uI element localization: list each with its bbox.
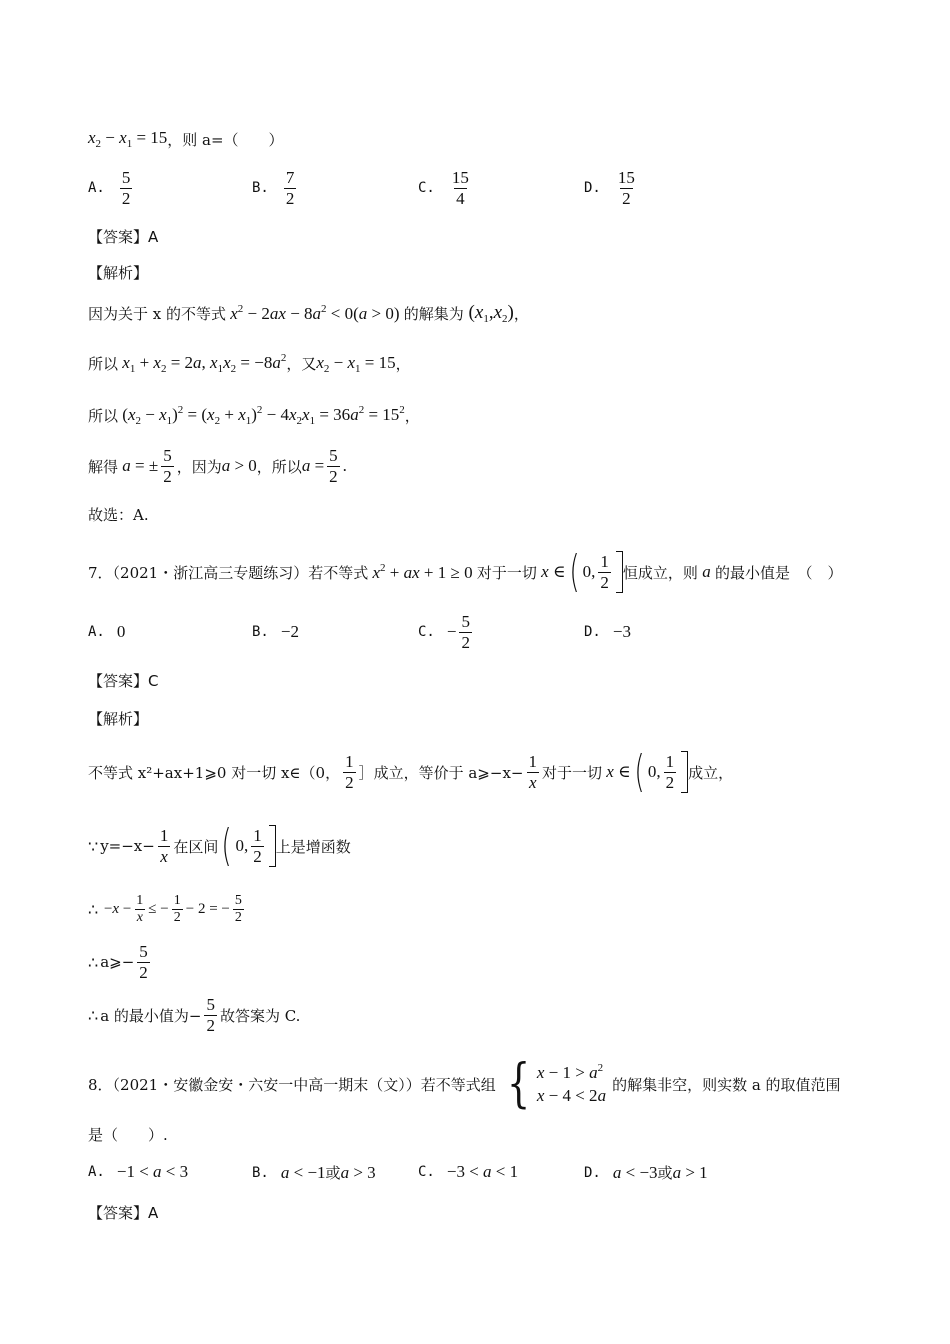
p8-answer: 【答案】A: [88, 1204, 159, 1222]
p7-analysis-line-5: ∴ a 的最小值为− $\frac{5}{2}$ 故答案为 C.: [88, 995, 301, 1035]
p6-stem-tail-text: ，则 a=（ ）: [167, 130, 284, 149]
p6-option-d: D. $\frac{15}{2}$: [584, 168, 635, 208]
p8-option-c: C. −3 < a < 1: [418, 1162, 519, 1181]
p8-option-a: A. −1 < a < 3: [88, 1162, 189, 1181]
p7-analysis-line-3: ∴ −x − $\frac{1}{x}$ ≤ − $\frac{1}{2}$ − 2 = − $\frac{5}{2}$: [88, 893, 242, 926]
p6-analysis-line-2: 所以 $x_1 + x_2 = 2a$, $x_1x_2 = -8a^2$ ，又 $x_2 - x_1 = 15$ ，: [88, 352, 411, 375]
p8-stem-line-2: 是（ ）.: [88, 1126, 168, 1144]
p6-conclusion: 故选：A.: [88, 506, 149, 524]
p7-stem: 7．（2021・浙江高三专题练习）若不等式 $x^2$ + ax + 1 ≥ 0 对于一切 x ∈ ( 0, $\frac{1}{2}$ 恒成立，则 a 的最小值是 （ ）: [88, 546, 843, 597]
p6-option-a: A. $\frac{5}{2}$: [88, 168, 131, 208]
p6-analysis-line-4: 解得 a = ± $\frac{5}{2}$ ，因为 a > 0 ，所以 a = $\frac{5}{2}$ .: [88, 446, 347, 486]
p8-stem: 8．（2021・安徽金安・六安一中高一期末（文））若不等式组 { $x - 1 > a^2$ x − 4 < 2a 的解集非空，则实数 a 的取值范围: [88, 1054, 841, 1114]
p6-option-b: B. $\frac{7}{2}$: [252, 168, 295, 208]
p6-analysis-line-1: 因为关于 x 的不等式 $x^2 - 2ax - 8a^2 < 0(a > 0)$ 的解集为 $(x_1,x_2)$ ，: [88, 302, 529, 325]
p7-option-b: B. −2: [252, 622, 299, 641]
p7-option-c: C. − $\frac{5}{2}$: [418, 612, 470, 652]
p7-analysis-line-1: 不等式 x²+ax+1⩾0 对一切 x∈（0， $\frac{1}{2}$ ］成立，等价于 a⩾−x− $\frac{1}{x}$ 对于一切 x ∈ ( 0, $\frac{1}{2}$ 成立，: [88, 746, 734, 797]
p6-option-c: C. $\frac{15}{4}$: [418, 168, 469, 208]
p8-option-b: B. a < −1 或 a > 3: [252, 1162, 376, 1182]
p7-option-a: A. 0: [88, 622, 126, 641]
p6-answer: 【答案】A: [88, 228, 159, 246]
p8-system: { $x - 1 > a^2$ x − 4 < 2a: [506, 1054, 607, 1114]
p7-analysis-heading: 【解析】: [88, 710, 149, 728]
p8-option-d: D. a < −3 或 a > 1: [584, 1162, 708, 1182]
p6-stem-tail: $x_2 - x_1 = 15$ ，则 a=（ ）: [88, 128, 284, 150]
p7-option-d: D. −3: [584, 622, 631, 641]
p6-analysis-line-3: 所以 $(x_2 - x_1)^2 = (x_2 + x_1)^2 - 4x_2x_1 = 36a^2 = 15^2$ ，: [88, 404, 420, 427]
p7-analysis-line-2: ∵ y=−x− $\frac{1}{x}$ 在区间 ( 0, $\frac{1}{2}$ 上是增函数: [88, 820, 351, 871]
p7-analysis-line-4: ∴ a⩾− $\frac{5}{2}$: [88, 942, 148, 982]
p6-analysis-heading: 【解析】: [88, 264, 149, 282]
p7-answer: 【答案】C: [88, 672, 159, 690]
